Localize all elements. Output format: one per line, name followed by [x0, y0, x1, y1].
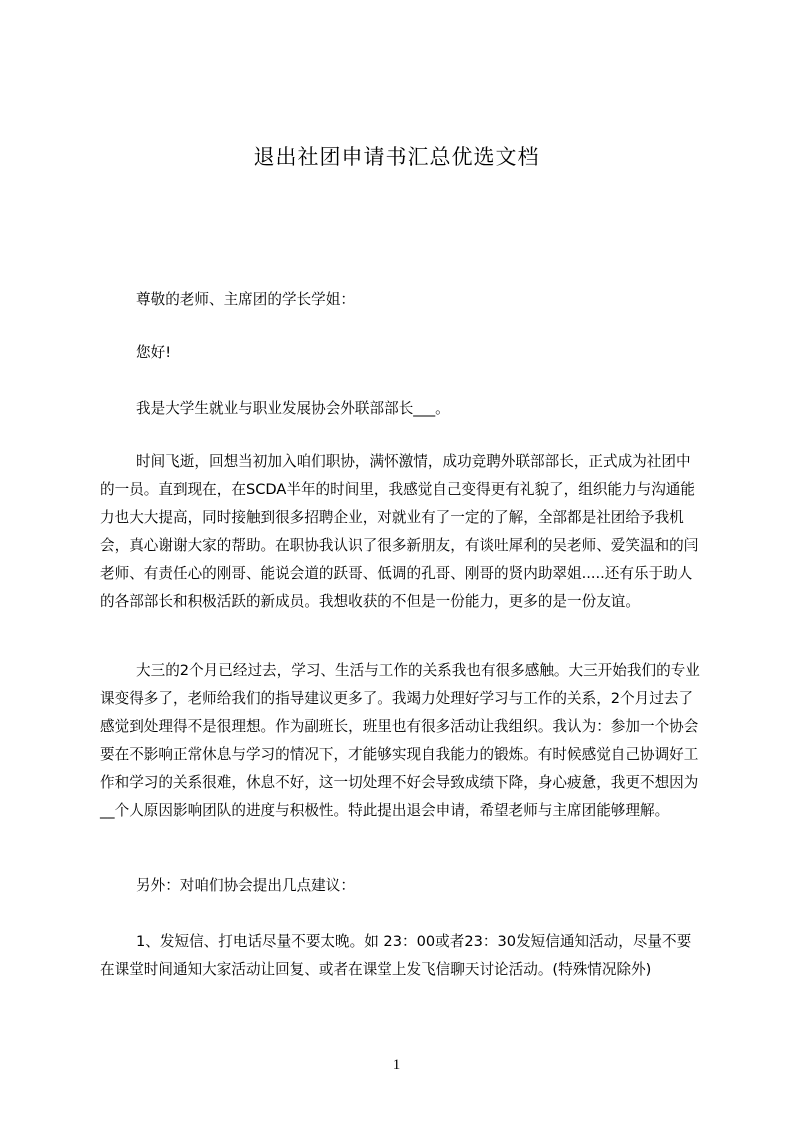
suggestion-1: 1、发短信、打电话尽量不要太晚。如 23：00或者23：30发短信通知活动，尽量不要在课堂时间通知大家活动让回复、或者在课堂上发飞信聊天讨论活动。(特殊情况除外) — [100, 933, 692, 978]
document-title: 退出社团申请书汇总优选文档 — [253, 145, 540, 169]
paragraph-experience: 时间飞逝，回想当初加入咱们职协，满怀激情，成功竞聘外联部部长，正式成为社团中的一员。直到现在，在SCDA半年的时间里，我感觉自己变得更有礼貌了，组织能力与沟通能力也大大提高，同时接触到很多招聘企业，对就业有了一定的了解，全部都是社团给予我机会，真心谢谢大家的帮助。在职协我认识了很多新朋友，有谈吐犀利的吴老师、爱笑温和的闫老师、有责任心的刚哥、能说会道的跃哥、低调的孔哥、刚哥的贤内助翠姐.....还有乐于助人的各部部长和积极活跃的新成员。我想收获的不但是一份能力，更多的是一份友谊。 — [100, 453, 699, 610]
suggestions-heading: 另外：对咱们协会提出几点建议： — [136, 877, 355, 894]
salutation: 尊敬的老师、主席团的学长学姐： — [136, 291, 355, 308]
self-introduction: 我是大学生就业与职业发展协会外联部部长___。 — [136, 400, 450, 417]
paragraph-reason: 大三的2个月已经过去，学习、生活与工作的关系我也有很多感触。大三开始我们的专业课变得多了，老师给我们的指导建议更多了。我竭力处理好学习与工作的关系，2个月过去了感觉到处理得不是很理想。作为副班长，班里也有很多活动让我组织。我认为：参加一个协会要在不影响正常休息与学习的情况下，才能够实现自我能力的锻炼。有时候感觉自己协调好工作和学习的关系很难，休息不好，这一切处理不好会导致成绩下降，身心疲惫，我更不想因为__个人原因影响团队的进度与积极性。特此提出退会申请，希望老师与主席团能够理解。 — [100, 662, 700, 819]
greeting: 您好! — [136, 344, 172, 361]
page-number: 1 — [392, 1057, 401, 1073]
